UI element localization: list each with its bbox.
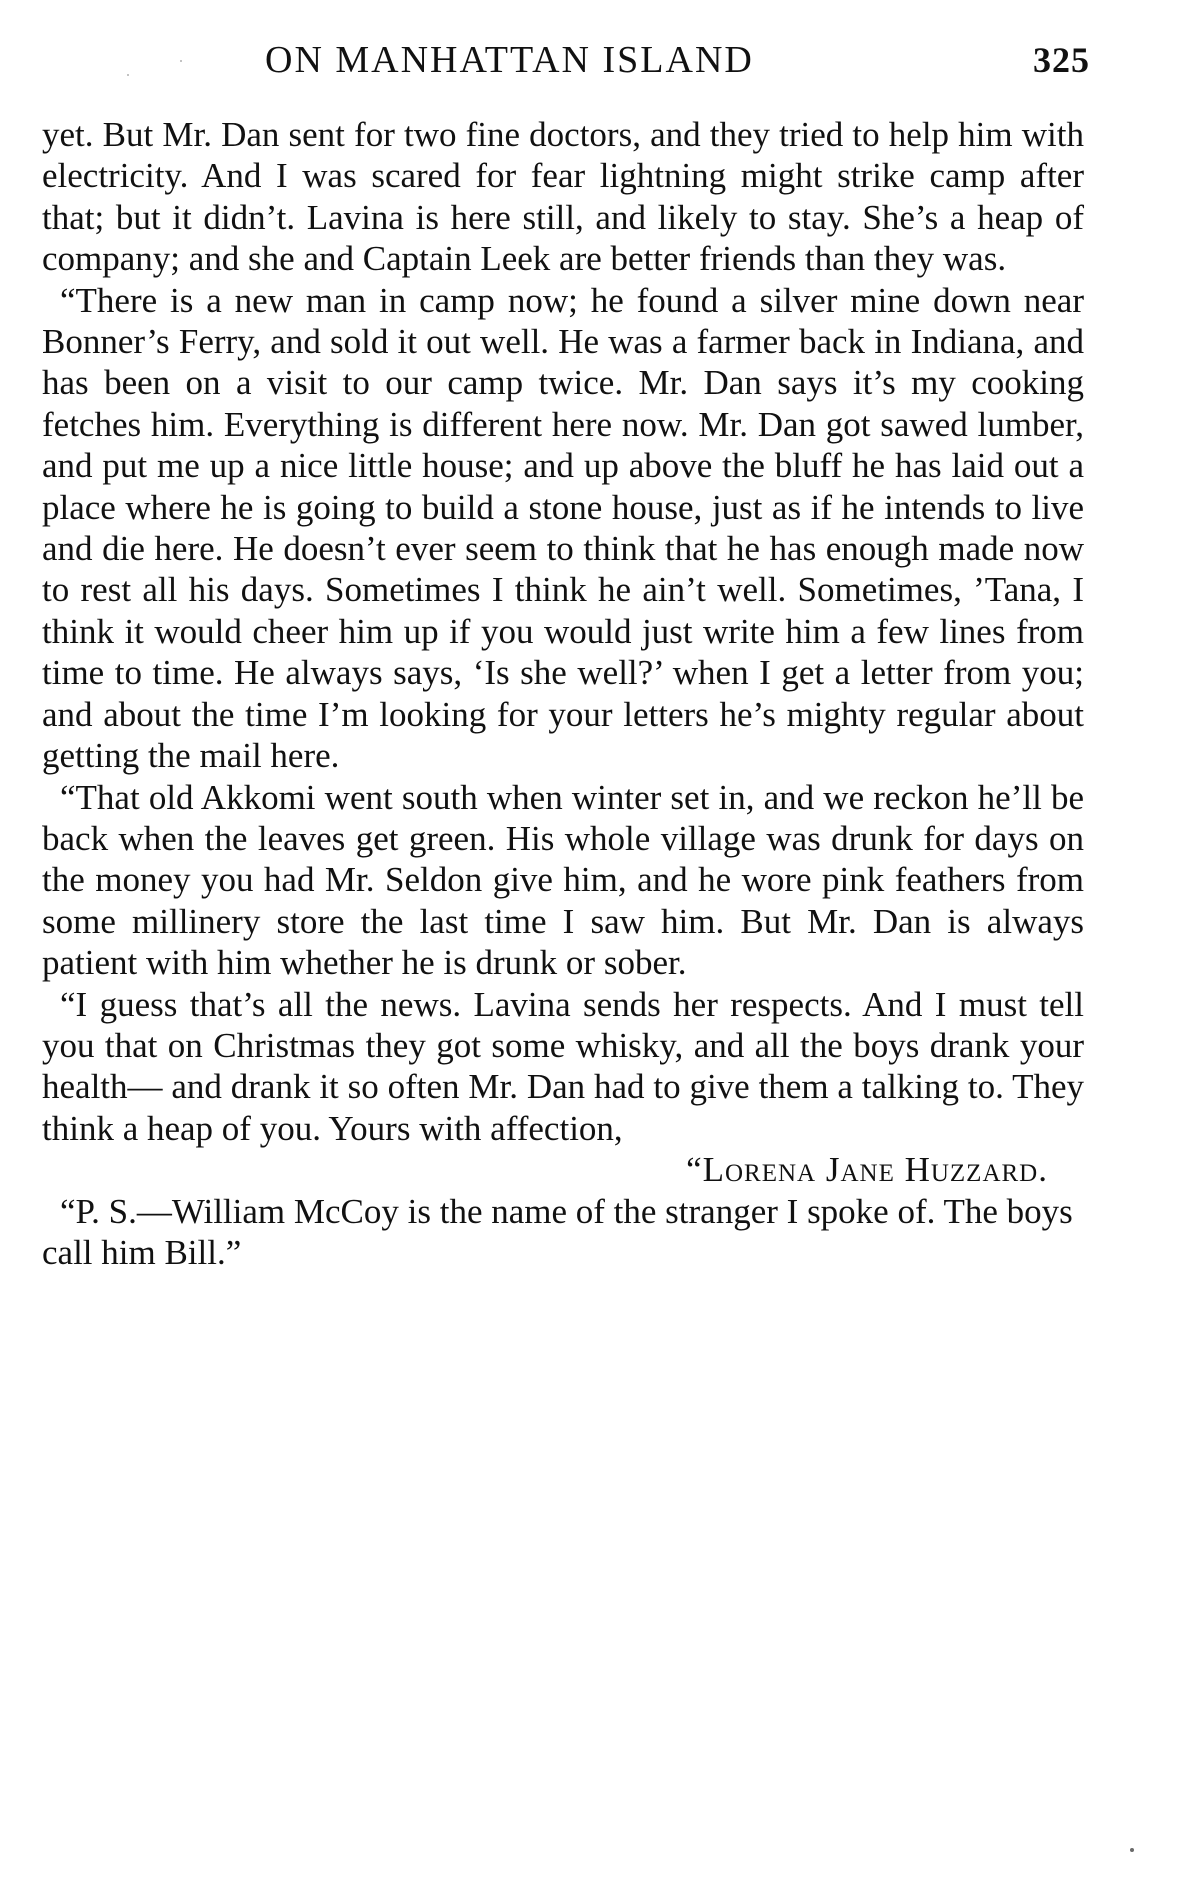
paragraph-3: “That old Akkomi went south when winter set in, and we reckon he’ll be back when the leaves get green. His whole village was drunk for days on the money you had Mr. Seldon give him, and he wore pink feathers from some millinery store the last time I saw him. But Mr. Dan is always patient with him whether he is drunk or sober.	[42, 777, 1084, 983]
running-head	[40, 30, 1090, 90]
paragraph-4: “I guess that’s all the news. Lavina sends her respects. And I must tell you that on Christmas they got some whisky, and all the boys drank your health— and drank it so often Mr. Dan had to give them a talking to. They think a heap of you. Yours with affection,	[42, 984, 1084, 1148]
postscript: “P. S.—William McCoy is the name of the stranger I spoke of. The boys call him Bill.”	[42, 1191, 1073, 1272]
page-body	[42, 114, 1084, 1273]
scan-speck	[180, 60, 182, 62]
paragraph-2: “There is a new man in camp now; he found a silver mine down near Bonner’s Ferry, and sold it out well. He was a farmer back in Indiana, and has been on a visit to our camp twice. Mr. Dan says it’s my cooking fetches him. Everything is different here now. Mr. Dan got sawed lumber, and put me up a nice little house; and up above the bluff he has laid out a place where he is going to build a stone house, just as if he intends to live and die here. He doesn’t ever seem to think that he has enough made now to rest all his days. Sometimes I think he ain’t well. Sometimes, ’Tana, I think it would cheer him up if you would just write him a few lines from time to time. He always says, ‘Is she well?’ when I get a letter from you; and about the time I’m looking for your letters he’s mighty regular about getting the mail here.	[42, 280, 1084, 776]
page-number: 325	[1033, 40, 1090, 80]
scan-speck	[127, 74, 129, 76]
scan-speck	[1130, 1848, 1134, 1852]
running-title: ON MANHATTAN ISLAND	[265, 39, 754, 81]
letter-signature: “Lorena Jane Huzzard.	[686, 1150, 1048, 1190]
paragraph-1: yet. But Mr. Dan sent for two fine doctors, and they tried to help him with electricity. And I was scared for fear lightning might strike camp after that; but it didn’t. Lavina is here still, and likely to stay. She’s a heap of company; and she and Captain Leek are better friends than they was.	[42, 115, 1084, 279]
